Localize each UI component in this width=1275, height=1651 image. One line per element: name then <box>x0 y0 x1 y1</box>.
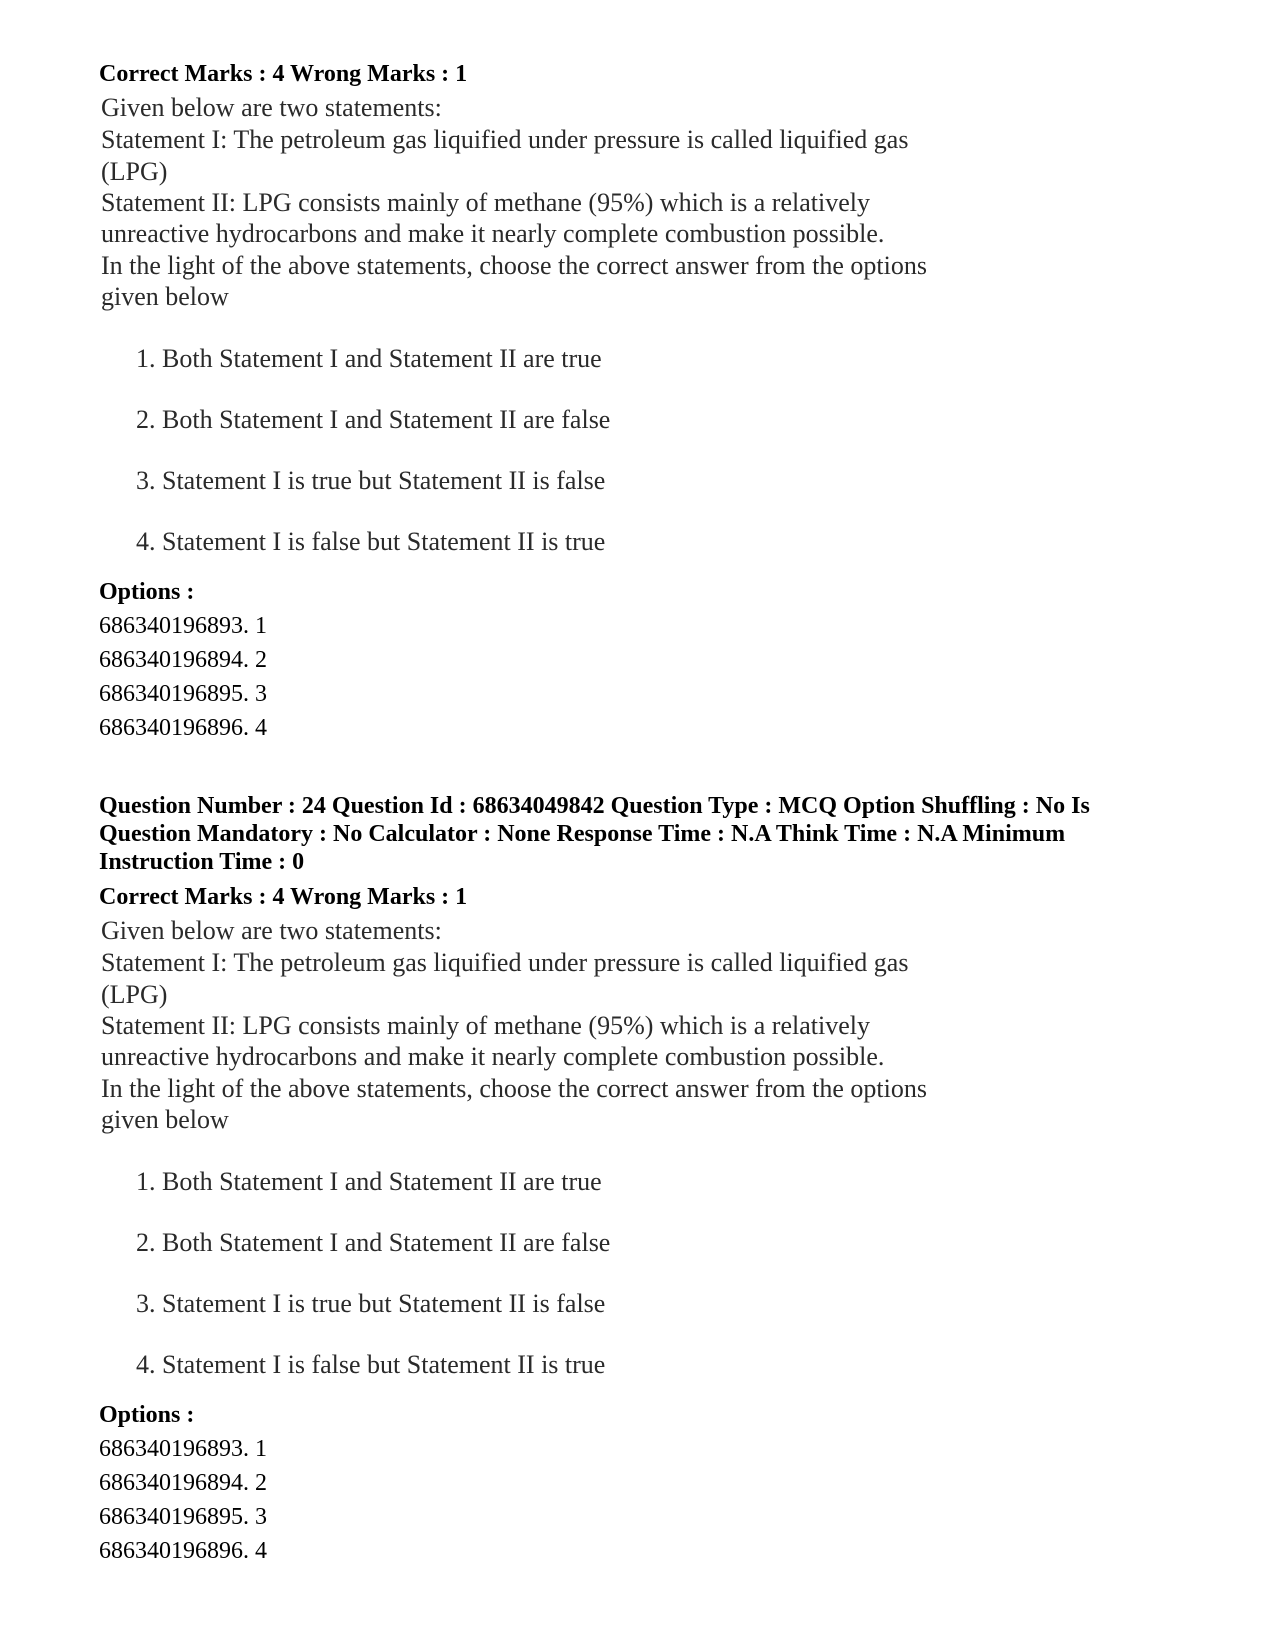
q24-question-line: In the light of the above statements, choose the correct answer from the options <box>101 1074 927 1103</box>
q23-option-3: 686340196895. 3 <box>99 681 267 707</box>
q24-option-4: 686340196896. 4 <box>99 1538 267 1564</box>
q23-question-line: Given below are two statements: <box>101 93 442 122</box>
q24-header-line-1: Question Number : 24 Question Id : 68634049842 Question Type : MCQ Option Shuffling : No Is <box>99 793 1090 819</box>
q24-question-line: Given below are two statements: <box>101 916 442 945</box>
q24-option-3: 686340196895. 3 <box>99 1504 267 1530</box>
q24-choice-4: 4. Statement I is false but Statement II is true <box>136 1350 606 1379</box>
q24-option-1: 686340196893. 1 <box>99 1436 267 1462</box>
q23-option-2: 686340196894. 2 <box>99 647 267 673</box>
q24-question-line: Statement II: LPG consists mainly of methane (95%) which is a relatively <box>101 1011 870 1040</box>
q23-question-line: unreactive hydrocarbons and make it nearly complete combustion possible. <box>101 219 885 248</box>
q23-choice-3: 3. Statement I is true but Statement II is false <box>136 466 606 495</box>
q23-option-1: 686340196893. 1 <box>99 613 267 639</box>
q24-option-2: 686340196894. 2 <box>99 1470 267 1496</box>
q24-choice-1: 1. Both Statement I and Statement II are true <box>136 1167 602 1196</box>
q23-choice-2: 2. Both Statement I and Statement II are false <box>136 405 611 434</box>
q23-choice-1: 1. Both Statement I and Statement II are true <box>136 344 602 373</box>
q24-options-label: Options : <box>99 1402 195 1428</box>
q23-question-line: given below <box>101 282 229 311</box>
q23-question-line: In the light of the above statements, choose the correct answer from the options <box>101 251 927 280</box>
q24-marks: Correct Marks : 4 Wrong Marks : 1 <box>99 884 468 910</box>
q23-question-line: Statement II: LPG consists mainly of methane (95%) which is a relatively <box>101 188 870 217</box>
q24-question-line: unreactive hydrocarbons and make it nearly complete combustion possible. <box>101 1042 885 1071</box>
q23-options-label: Options : <box>99 579 195 605</box>
q24-header-line-2: Question Mandatory : No Calculator : None Response Time : N.A Think Time : N.A Minimum <box>99 821 1066 847</box>
q23-question-line: Statement I: The petroleum gas liquified under pressure is called liquified gas <box>101 125 909 154</box>
q23-choice-4: 4. Statement I is false but Statement II is true <box>136 527 606 556</box>
q24-question-line: given below <box>101 1105 229 1134</box>
q23-option-4: 686340196896. 4 <box>99 715 267 741</box>
q24-question-line: (LPG) <box>101 980 168 1009</box>
q23-question-line: (LPG) <box>101 157 168 186</box>
q24-choice-3: 3. Statement I is true but Statement II is false <box>136 1289 606 1318</box>
q24-header-line-3: Instruction Time : 0 <box>99 849 305 875</box>
q23-marks: Correct Marks : 4 Wrong Marks : 1 <box>99 61 468 87</box>
q24-question-line: Statement I: The petroleum gas liquified under pressure is called liquified gas <box>101 948 909 977</box>
q24-choice-2: 2. Both Statement I and Statement II are false <box>136 1228 611 1257</box>
